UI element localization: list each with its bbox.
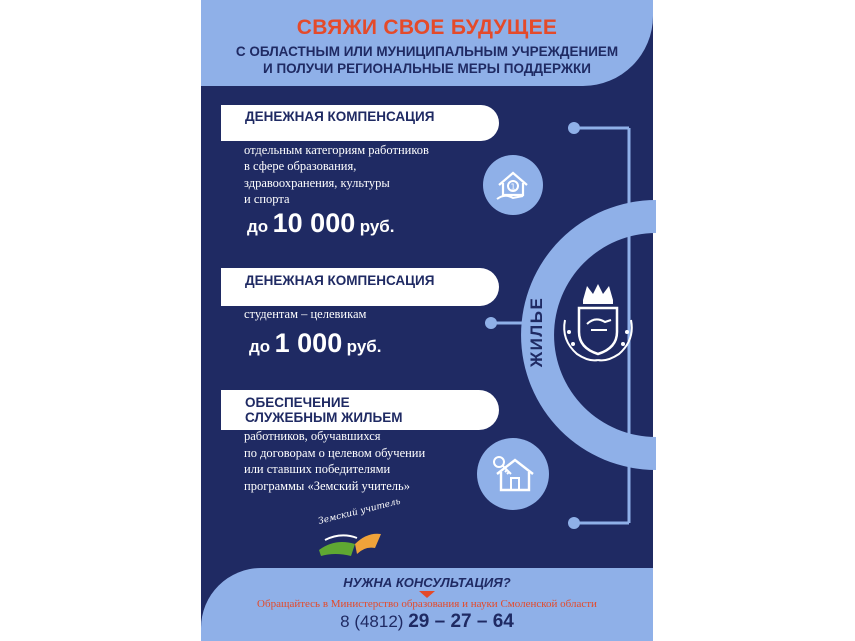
section-label-housing: ЖИЛЬЕ <box>527 296 546 368</box>
zemsky-uchitel-logo <box>315 496 402 560</box>
down-arrow-icon <box>419 591 435 598</box>
poster-title: СВЯЖИ СВОЕ БУДУЩЕЕ <box>296 16 558 39</box>
house-coin-icon-circle <box>483 155 543 215</box>
subtitle-line-1: С ОБЛАСТНЫМ ИЛИ МУНИЦИПАЛЬНЫМ УЧРЕЖДЕНИЕМ <box>235 44 619 59</box>
block-2-heading: ДЕНЕЖНАЯ КОМПЕНСАЦИЯ <box>245 273 435 288</box>
block-1-heading: ДЕНЕЖНАЯ КОМПЕНСАЦИЯ <box>245 109 435 124</box>
poster <box>201 0 653 641</box>
phone-code: 8 (4812) <box>340 612 404 631</box>
connector-dot-2 <box>485 317 497 329</box>
block-1-amount: до 10 000 руб. <box>247 208 395 238</box>
block-2-amount: до 1 000 руб. <box>249 328 382 358</box>
house-key-icon <box>487 448 539 500</box>
connector-dot-3 <box>568 517 580 529</box>
block-2-description: по оплате жилого помещения студентам – целевикам <box>244 290 402 321</box>
connector-dot-1 <box>568 122 580 134</box>
svg-text:1: 1 <box>510 182 516 192</box>
phone-digits: 29 – 27 – 64 <box>408 611 514 632</box>
block-1-description: за наем жилого помещения отдельным категориям работников в сфере образования, здравоохранения, культуры и спорта <box>244 126 429 206</box>
block-3-heading: ОБЕСПЕЧЕНИЕ СЛУЖЕБНЫМ ЖИЛЬЕМ <box>245 395 403 425</box>
house-key-icon-circle <box>477 438 549 510</box>
subtitle-line-2: И ПОЛУЧИ РЕГИОНАЛЬНЫЕ МЕРЫ ПОДДЕРЖКИ <box>262 61 591 76</box>
house-coin-icon <box>493 165 533 205</box>
smolensk-coat-of-arms-icon <box>557 280 639 365</box>
phone-number[interactable] <box>201 611 653 633</box>
consultation-heading: НУЖНА КОНСУЛЬТАЦИЯ? <box>343 575 511 590</box>
svg-text:Земский учитель: Земский учитель <box>317 496 402 527</box>
block-3-description: работников, обучавшихся по договорам о целевом обучении или ставших победителями программы «Земский учитель» <box>244 429 426 493</box>
contact-text: Обращайтесь в Министерство образования и науки Смоленской области <box>257 598 597 610</box>
